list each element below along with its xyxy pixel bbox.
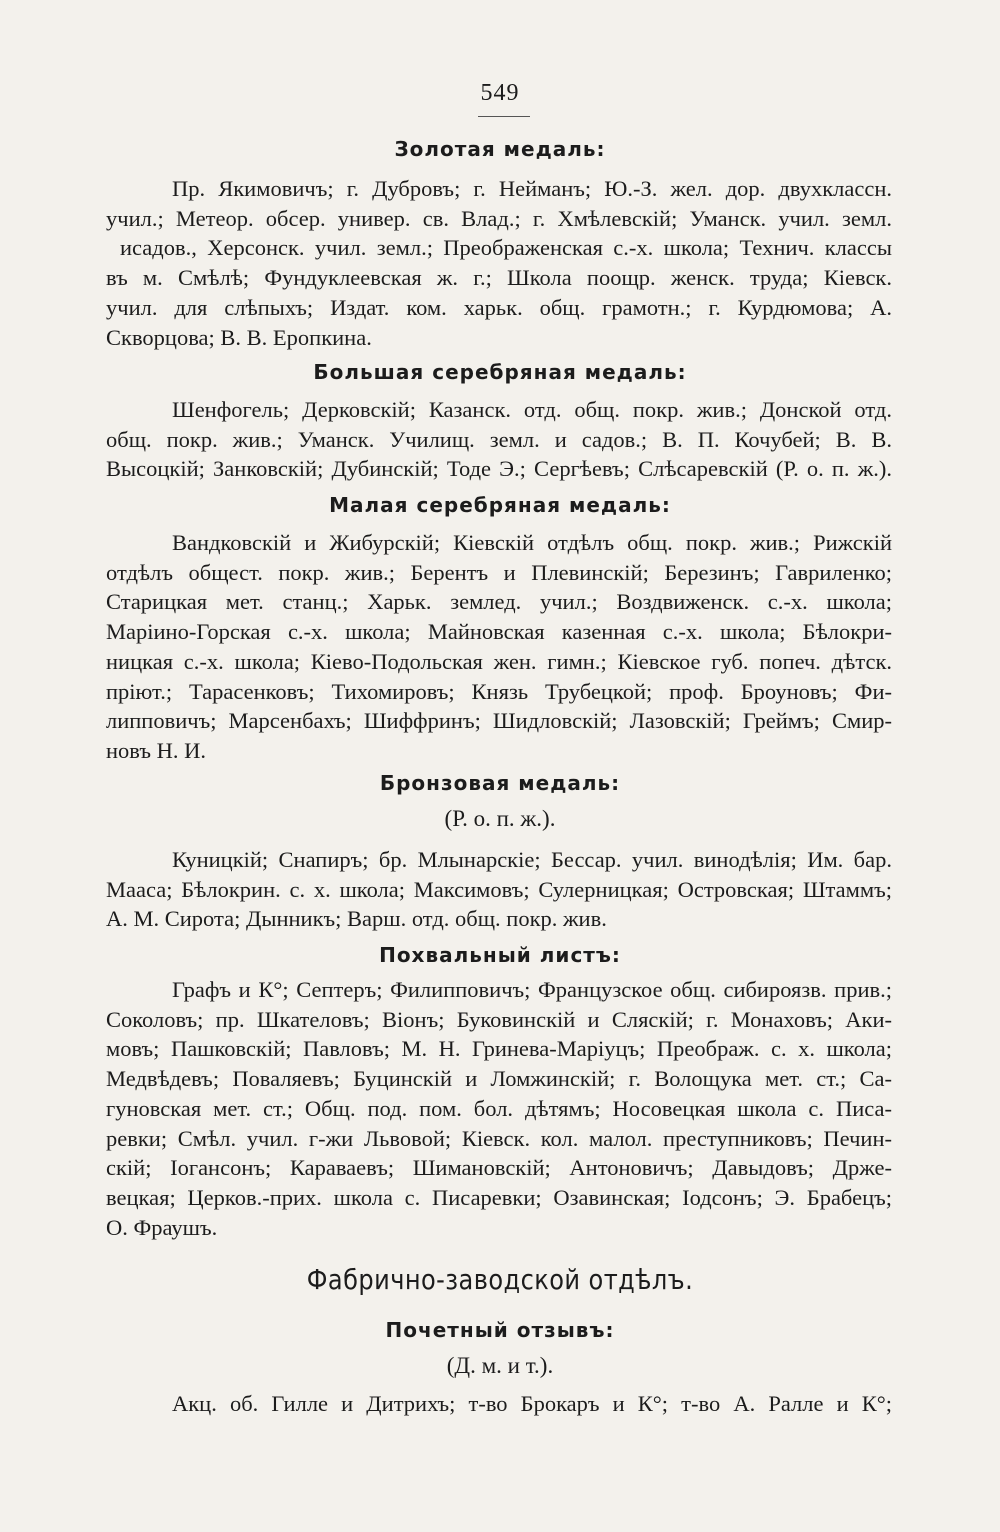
text-line: Акц. об. Гилле и Дитрихъ; т-во Брокаръ и К°; т-во А. Ралле и К°;	[172, 1391, 892, 1416]
text-line: новъ Н. И.	[106, 737, 206, 763]
text-line: Шенфогель; Дерковскій; Казанск. отд. общ. покр. жив.; Донской отд.	[172, 397, 892, 422]
section-body-gold	[106, 174, 892, 352]
page-number-rule	[478, 116, 530, 117]
text-line: Старицкая мет. станц.; Харьк. землед. учил.; Воздвиженск. с.-х. школа;	[106, 589, 892, 615]
section-subheading-bronze: (Р. о. п. ж.).	[444, 806, 556, 831]
text-line: общ. покр. жив.; Уманск. Училищ. земл. и садов.; В. П. Кочубей; В. В.	[106, 426, 892, 452]
text-line: ницкая с.-х. школа; Кіево-Подольская жен. гимн.; Кіевское губ. попеч. дѣтск.	[106, 648, 892, 674]
section-body-bronze	[106, 845, 892, 934]
page-number-text: 549	[480, 80, 520, 106]
section-heading-honorable: Похвальный листъ:	[379, 943, 621, 967]
text-line: скій; Іогансонъ; Караваевъ; Шимановскій; Антоновичъ; Давыдовъ; Држе-	[106, 1155, 892, 1181]
section-heading-bronze: Бронзовая медаль:	[379, 771, 621, 795]
section-body-large-silver	[106, 395, 892, 484]
department-body	[106, 1389, 892, 1419]
text-line: учил.; Метеор. обсер. универ. св. Влад.; г. Хмѣлевскій; Уманск. учил. земл.	[106, 205, 892, 231]
text-line: вецкая; Церков.-прих. школа с. Писаревки; Озавинская; Іодсонъ; Э. Брабецъ;	[106, 1184, 892, 1210]
text-line: пріют.; Тарасенковъ; Тихомировъ; Князь Трубецкой; проф. Броуновъ; Фи-	[106, 678, 892, 704]
text-line: Маріино-Горская с.-х. школа; Майновская казенная с.-х. школа; Бѣлокри-	[106, 619, 892, 645]
text-line: Скворцова; В. В. Еропкина.	[106, 324, 372, 350]
text-line: Графъ и К°; Септеръ; Филипповичъ; Французское общ. сибироязв. прив.;	[172, 977, 892, 1002]
section-heading-large-silver: Большая серебряная медаль:	[313, 360, 687, 384]
section-body-small-silver	[106, 528, 892, 766]
text-line: О. Фраушъ.	[106, 1214, 218, 1240]
text-line: въ м. Смѣлѣ; Фундуклеевская ж. г.; Школа поощр. женск. труда; Кіевск.	[106, 265, 892, 291]
department-subheading: (Д. м. и т.).	[446, 1353, 554, 1378]
text-line: мовъ; Пашковскій; Павловъ; М. Н. Гринева-Маріуцъ; Преображ. с. х. школа;	[106, 1036, 892, 1062]
text-line: отдѣлъ общест. покр. жив.; Берентъ и Плевинскій; Березинъ; Гавриленко;	[106, 559, 892, 585]
department-heading: Почетный отзывъ:	[385, 1318, 615, 1342]
text-line: исадов., Херсонск. учил. земл.; Преображенская с.-х. школа; Технич. классы	[120, 235, 892, 261]
text-line: учил. для слѣпыхъ; Издат. ком. харьк. общ. грамотн.; г. Курдюмова; А.	[106, 294, 892, 320]
text-line: Соколовъ; пр. Шкателовъ; Віонъ; Буковинскій и Сляскій; г. Монаховъ; Аки-	[106, 1006, 892, 1032]
section-heading-gold: Золотая медаль:	[394, 137, 606, 161]
text-line: А. М. Сирота; Дынникъ; Варш. отд. общ. покр. жив.	[106, 906, 607, 932]
text-line: ревки; Смѣл. учил. г-жи Львовой; Кіевск. кол. малол. преступниковъ; Печин-	[106, 1125, 892, 1151]
text-line: Медвѣдевъ; Поваляевъ; Буцинскій и Ломжинскій; г. Волощука мет. ст.; Са-	[106, 1066, 892, 1092]
section-heading-small-silver: Малая серебряная медаль:	[329, 493, 671, 517]
text-line: липповичъ; Марсенбахъ; Шиффринъ; Шидловскій; Лазовскій; Греймъ; Смир-	[106, 708, 892, 734]
page-number	[0, 80, 1000, 107]
text-line: Куницкій; Снапиръ; бр. Млынарскіе; Бессар. учил. винодѣлія; Им. бар.	[172, 847, 892, 872]
text-line: Вандковскій и Жибурскій; Кіевскій отдѣлъ общ. покр. жив.; Рижскій	[172, 530, 892, 555]
text-line: гуновская мет. ст.; Общ. под. пом. бол. дѣтямъ; Носовецкая школа с. Писа-	[106, 1095, 892, 1121]
department-title: Фабрично-заводской отдѣлъ.	[306, 1263, 694, 1296]
text-line: Пр. Якимовичъ; г. Дубровъ; г. Нейманъ; Ю.-З. жел. дор. двухклассн.	[172, 176, 892, 201]
text-line: Высоцкій; Занковскій; Дубинскій; Тоде Э.; Сергѣевъ; Слѣсаревскій (Р. о. п. ж.).	[106, 456, 892, 482]
text-line: Мааса; Бѣлокрин. с. х. школа; Максимовъ; Сулерницкая; Островская; Штаммъ;	[106, 876, 892, 902]
section-body-honorable	[106, 975, 892, 1242]
